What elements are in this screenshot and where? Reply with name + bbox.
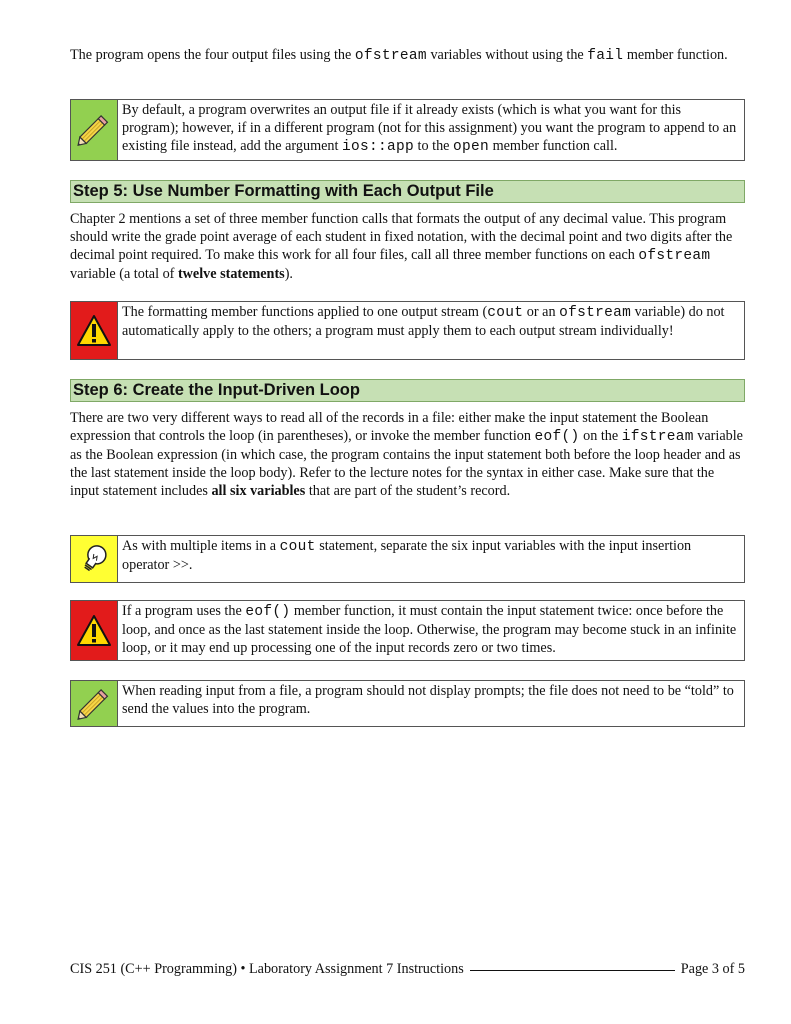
- warning-callout-formatting: [70, 301, 745, 360]
- code-ofstream: ofstream: [559, 305, 632, 321]
- step5-heading: Step 5: Use Number Formatting with Each Output File: [70, 180, 745, 203]
- tip-text: As with multiple items in a cout statement, separate the six input variables with the input insertion operator >>.: [122, 538, 692, 573]
- footer-rule: [470, 970, 675, 971]
- note-text: By default, a program overwrites an output file if it already exists (which is what you want for this program); however, if in a different program (not for this assignment) you want the program to append to an existing file instead, add the argument ios::app to the open member function call.: [122, 102, 737, 155]
- code-cout: cout: [279, 539, 316, 555]
- code-open: open: [453, 139, 490, 155]
- step6-heading: Step 6: Create the Input-Driven Loop: [70, 379, 745, 402]
- code-ifstream: ifstream: [621, 429, 694, 445]
- code-ios-app: ios::app: [341, 139, 414, 155]
- pencil-icon: [71, 681, 118, 726]
- code-eof: eof(): [245, 604, 291, 620]
- emphasis-text: twelve statements: [177, 266, 285, 282]
- lightbulb-icon: [71, 536, 118, 582]
- emphasis-text: all six variables: [211, 483, 306, 499]
- tip-callout-insertion: [70, 535, 745, 583]
- warning-text: The formatting member functions applied to one output stream (cout or an ofstream variable) do not automatically apply to the others; a program must apply them to each output stream individually!: [122, 304, 725, 339]
- code-ofstream: ofstream: [354, 48, 427, 64]
- code-eof: eof(): [534, 429, 580, 445]
- footer-title: CIS 251 (C++ Programming) • Laboratory Assignment 7 Instructions: [70, 961, 464, 977]
- code-fail: fail: [587, 48, 624, 64]
- note-callout-append: [70, 99, 745, 161]
- warning-icon: [71, 302, 118, 359]
- step6-paragraph: There are two very different ways to read all of the records in a file: either make the input statement the Boolean expression that controls the loop (in parentheses), or invoke the member function eof() on the ifstream variable as the Boolean expression (in which case, the program contains the input statement both before the loop header and as the last statement inside the loop body). Refer to the lecture notes for the syntax in either case. Make sure that the input statement includes all six variables that are part of the student’s record.: [70, 410, 743, 499]
- pencil-icon: [71, 100, 118, 160]
- intro-paragraph: The program opens the four output files using the ofstream variables without using the fail member function.: [70, 47, 728, 64]
- code-cout: cout: [487, 305, 524, 321]
- page-footer: [70, 960, 745, 978]
- warning-icon: [71, 601, 118, 660]
- warning-text: If a program uses the eof() member function, it must contain the input statement twice: once before the loop, and once as the last statement inside the loop. Otherwise, the program may become stuck in an infinite loop, or it may end up processing one of the input records zero or two times.: [122, 603, 737, 656]
- warning-callout-eof: [70, 600, 745, 661]
- step5-paragraph: Chapter 2 mentions a set of three member function calls that formats the output of any decimal value. This program should write the grade point average of each student in fixed notation, with the decimal point and two digits after the decimal point required. To make this work for all four files, call all three member functions on each ofstream variable (a total of twelve statements).: [70, 211, 733, 282]
- note-text: When reading input from a file, a program should not display prompts; the file does not need to be “told” to send the values into the program.: [122, 683, 734, 717]
- note-callout-prompts: [70, 680, 745, 727]
- page-number: Page 3 of 5: [680, 961, 745, 977]
- code-ofstream: ofstream: [638, 248, 711, 264]
